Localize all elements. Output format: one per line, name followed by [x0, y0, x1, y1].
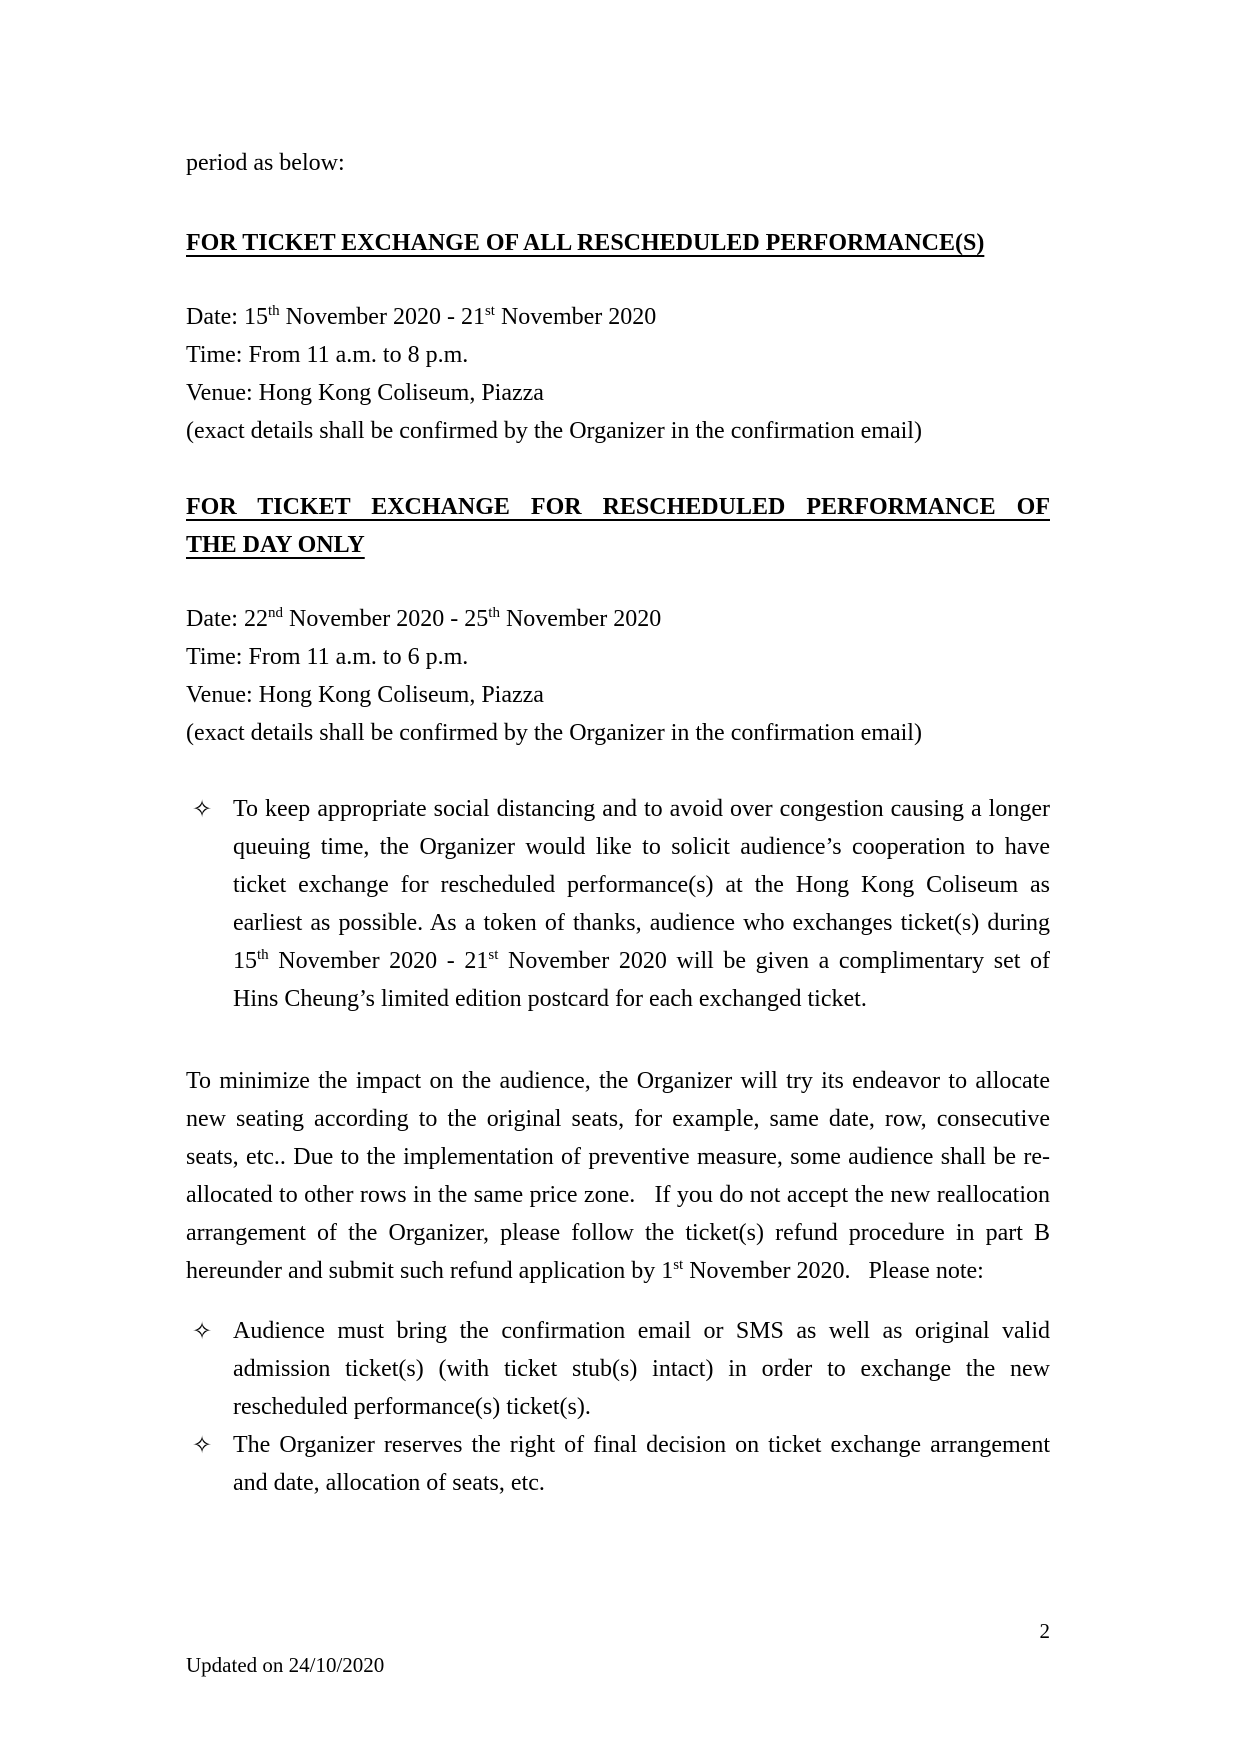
diamond-bullet-icon: ✧	[192, 795, 213, 823]
section2-heading-line2: THE DAY ONLY	[186, 532, 365, 558]
ordinal-suffix: st	[488, 947, 499, 963]
date-text: Date: 22	[186, 606, 268, 632]
date-text: November 2020 - 21	[279, 304, 485, 330]
note-bullet-list	[186, 1312, 1050, 1502]
bullet-text: Audience must bring the confirmation email or SMS as well as original valid admission ticket(s) (with ticket stub(s) intact) in order to exchange the new rescheduled performance(s) ticket(s).	[233, 1318, 1050, 1420]
section1-time-line: Time: From 11 a.m. to 8 p.m.	[186, 342, 469, 368]
section2-date-line	[186, 600, 1050, 638]
date-text: November 2020	[499, 606, 662, 632]
audience-requirement-bullet	[186, 1312, 1050, 1426]
ordinal-suffix: nd	[267, 605, 283, 621]
bullet-text: November 2020 - 21	[268, 948, 489, 974]
section1-heading: FOR TICKET EXCHANGE OF ALL RESCHEDULED PERFORMANCE(S)	[186, 230, 985, 256]
bullet-text: To keep appropriate social distancing and to avoid over congestion causing a longer queuing time, the Organizer would like to solicit audience’s cooperation to have ticket exchange for rescheduled performance(s) at the Hong Kong Coliseum as earliest as possible. As a token of thanks, audience who exchanges ticket(s) during 15	[233, 796, 1050, 974]
footer-updated-date: Updated on 24/10/2020	[186, 1653, 385, 1677]
document-content	[186, 144, 1050, 1502]
ordinal-suffix: st	[484, 303, 495, 319]
diamond-bullet-icon: ✧	[192, 1317, 213, 1345]
section2-note-line: (exact details shall be confirmed by the Organizer in the confirmation email)	[186, 720, 922, 746]
page-number: 2	[1039, 1619, 1050, 1643]
ordinal-suffix: st	[673, 1257, 684, 1273]
section1-venue-line: Venue: Hong Kong Coliseum, Piazza	[186, 380, 544, 406]
diamond-bullet-icon: ✧	[192, 1431, 213, 1459]
section2-details	[186, 600, 1050, 752]
section2-heading-line1: FOR TICKET EXCHANGE FOR RESCHEDULED PERFORMANCE OF	[186, 494, 1050, 520]
intro-text: period as below:	[186, 150, 345, 176]
exchange-incentive-bullet	[186, 790, 1050, 1018]
reallocation-paragraph	[186, 1062, 1050, 1290]
section1-note-line: (exact details shall be confirmed by the Organizer in the confirmation email)	[186, 418, 922, 444]
bullet-text: The Organizer reserves the right of final decision on ticket exchange arrangement and date, allocation of seats, etc.	[233, 1432, 1050, 1496]
date-text: November 2020 - 25	[282, 606, 489, 632]
date-text: November 2020	[494, 304, 657, 330]
section1-details	[186, 298, 1050, 450]
bullet-text: November 2020 will be given a complimentary set of Hins Cheung’s limited edition postcard for each exchanged ticket.	[233, 948, 1050, 1012]
ordinal-suffix: th	[267, 303, 280, 319]
paragraph-text: November 2020. Please note:	[683, 1258, 984, 1284]
ordinal-suffix: th	[257, 947, 269, 963]
paragraph-text: To minimize the impact on the audience, the Organizer will try its endeavor to allocate new seating according to the original seats, for example, same date, row, consecutive seats, etc.. Due to the implementation of preventive measure, some audience shall be re-allocated to other rows in the same price zone. If you do not accept the new reallocation arrangement of the Organizer, please follow the ticket(s) refund procedure in part B hereunder and submit such refund application by 1	[186, 1068, 1050, 1284]
organizer-rights-bullet	[186, 1426, 1050, 1502]
section1-date-line	[186, 298, 1050, 336]
section2-time-line: Time: From 11 a.m. to 6 p.m.	[186, 644, 469, 670]
section2-venue-line: Venue: Hong Kong Coliseum, Piazza	[186, 682, 544, 708]
ordinal-suffix: th	[488, 605, 500, 621]
date-text: Date: 15	[186, 304, 268, 330]
